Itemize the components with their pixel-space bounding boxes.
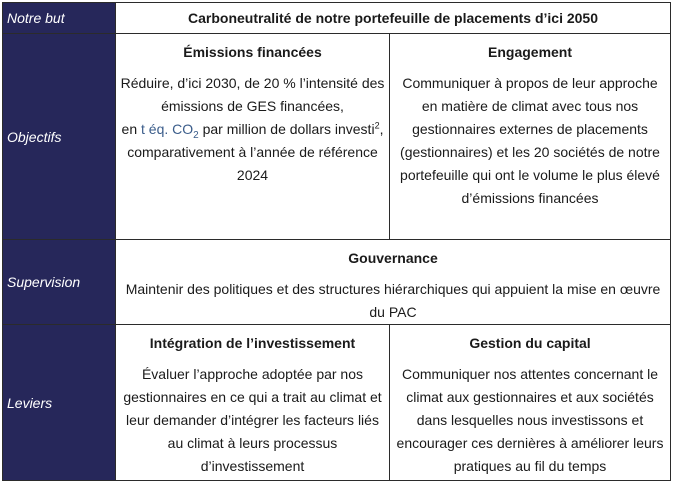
emissions-heading: Émissions financées xyxy=(183,44,322,60)
emissions-line3: comparativement à l’année de référence 2024 xyxy=(127,144,378,183)
capital-cell xyxy=(390,325,671,481)
emissions-text xyxy=(116,72,389,187)
objectives-row xyxy=(3,34,671,240)
goal-title: Carboneutralité de notre portefeuille de placements d’ici 2050 xyxy=(116,3,671,34)
row-label-goal: Notre but xyxy=(3,3,116,34)
governance-heading: Gouvernance xyxy=(348,250,438,266)
emissions-line1: Réduire, d’ici 2030, de 20 % l’intensité des émissions de GES financées, xyxy=(120,75,385,114)
supervision-row xyxy=(3,240,671,325)
engagement-text: Communiquer à propos de leur approche en matière de climat avec tous nos gestionnaires externes de placements (gestionnaires) et les 20 sociétés de notre portefeuille qui ont le volume le plus élevé d’émissions financées xyxy=(400,75,660,206)
row-label-objectives: Objectifs xyxy=(3,34,116,240)
integration-heading: Intégration de l’investissement xyxy=(149,335,356,351)
emissions-line2-end: , xyxy=(379,121,384,137)
emissions-footnote: 2 xyxy=(374,120,380,131)
row-label-levers: Leviers xyxy=(3,325,116,481)
engagement-cell xyxy=(390,34,671,240)
levers-row xyxy=(3,325,671,481)
integration-cell xyxy=(116,325,390,481)
emissions-unit-subscript: 2 xyxy=(193,129,199,141)
capital-text: Communiquer nos attentes concernant le climat aux gestionnaires et aux sociétés dans lesquelles nous investissons et encourager ces dernières à améliorer leurs pratiques au fil du temps xyxy=(396,366,664,474)
climate-action-plan-table xyxy=(2,2,671,481)
governance-text: Maintenir des politiques et des structures hiérarchiques qui appuient la mise en œuvre du PAC xyxy=(125,281,661,320)
engagement-heading: Engagement xyxy=(488,44,573,60)
governance-cell xyxy=(116,240,671,325)
capital-heading: Gestion du capital xyxy=(469,335,591,351)
goal-row xyxy=(3,3,671,34)
emissions-cell xyxy=(116,34,390,240)
emissions-unit-prefix: t éq. CO xyxy=(141,121,194,137)
emissions-line2-prefix: en xyxy=(121,121,141,137)
integration-text: Évaluer l’approche adoptée par nos gestionnaires en ce qui a trait au climat et leur demander d’intégrer les facteurs liés au climat à leurs processus d’investissement xyxy=(123,366,382,474)
row-label-supervision: Supervision xyxy=(3,240,116,325)
emissions-line2-suffix: par million de dollars investi xyxy=(198,121,375,137)
emissions-unit xyxy=(141,121,199,141)
